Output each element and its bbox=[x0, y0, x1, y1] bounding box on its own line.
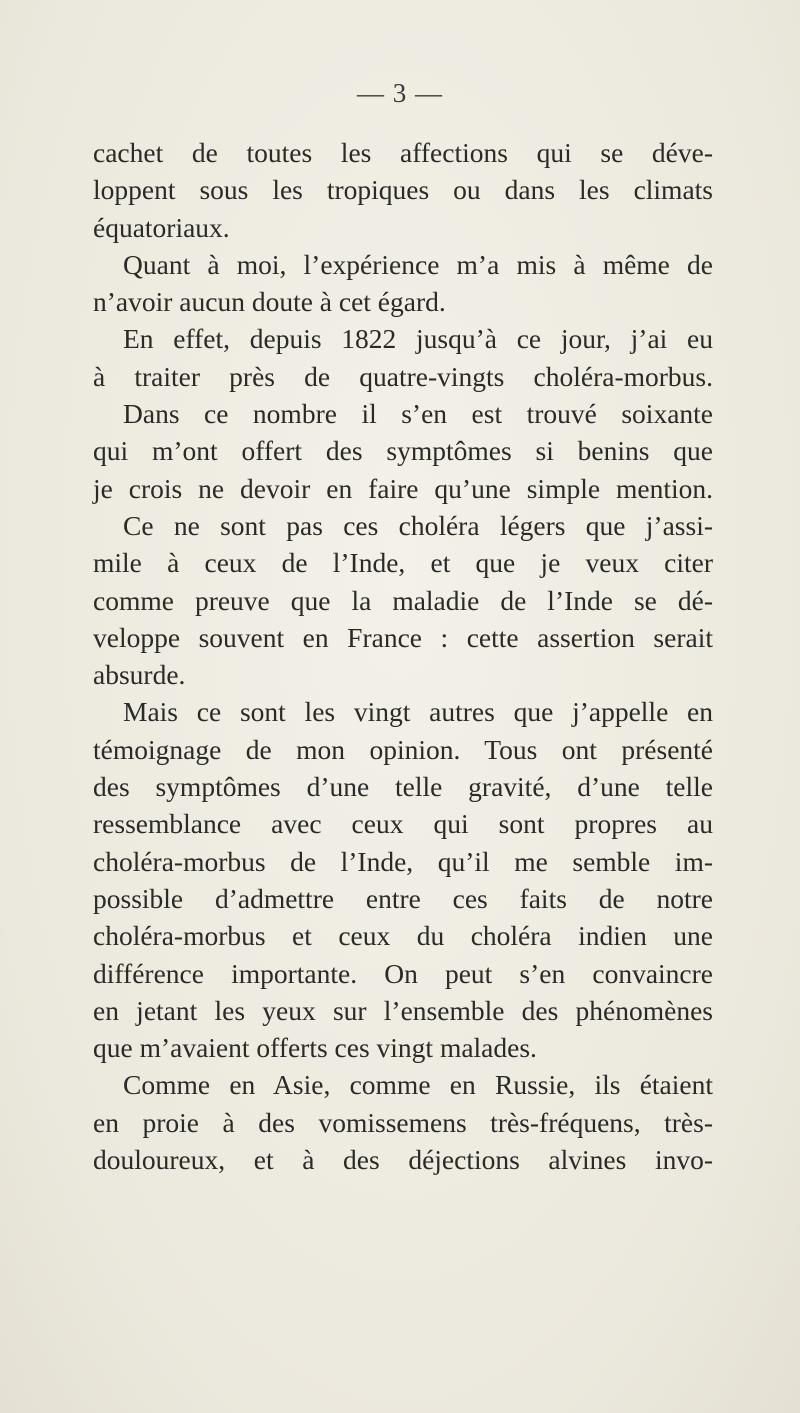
text-line: Ce ne sont pas ces choléra légers que j’assi- bbox=[123, 509, 713, 541]
text-line: loppent sous les tropiques ou dans les climats bbox=[93, 174, 713, 206]
text-line: absurde. bbox=[93, 659, 186, 691]
text-line: témoignage de mon opinion. Tous ont présenté bbox=[93, 733, 713, 765]
text-line: cachet de toutes les affections qui se déve- bbox=[93, 137, 713, 168]
text-line: mile à ceux de l’Inde, et que je veux citer bbox=[93, 547, 713, 579]
text-line: En effet, depuis 1822 jusqu’à ce jour, j’ai eu bbox=[123, 323, 713, 355]
text-line: Comme en Asie, comme en Russie, ils étaient bbox=[123, 1069, 713, 1101]
text-line: choléra-morbus et ceux du choléra indien une bbox=[93, 920, 713, 952]
text-line: en proie à des vomissemens très-fréquens, très- bbox=[93, 1106, 713, 1138]
text-line: Quant à moi, l’expérience m’a mis à même de bbox=[123, 248, 713, 280]
text-line: veloppe souvent en France : cette assertion serait bbox=[93, 621, 713, 653]
text-line: qui m’ont offert des symptômes si benins que bbox=[93, 435, 713, 467]
body-text bbox=[93, 134, 713, 1178]
text-line: Mais ce sont les vingt autres que j’appelle en bbox=[123, 696, 713, 728]
text-line: possible d’admettre entre ces faits de notre bbox=[93, 882, 713, 914]
text-line: des symptômes d’une telle gravité, d’une telle bbox=[93, 771, 713, 803]
text-line: je crois ne devoir en faire qu’une simple mention. bbox=[93, 472, 713, 504]
text-line: à traiter près de quatre-vingts choléra-morbus. bbox=[93, 360, 713, 392]
text-line: comme preuve que la maladie de l’Inde se dé- bbox=[93, 584, 713, 616]
text-line: en jetant les yeux sur l’ensemble des phénomènes bbox=[93, 994, 713, 1026]
text-line: ressemblance avec ceux qui sont propres au bbox=[93, 808, 713, 840]
text-line: douloureux, et à des déjections alvines invo- bbox=[93, 1144, 713, 1176]
text-line: que m’avaient offerts ces vingt malades. bbox=[93, 1032, 537, 1064]
text-line: équatoriaux. bbox=[93, 211, 230, 243]
text-line: Dans ce nombre il s’en est trouvé soixante bbox=[123, 398, 713, 430]
page-number: — 3 — bbox=[357, 78, 443, 108]
text-line: différence importante. On peut s’en convaincre bbox=[93, 957, 713, 989]
text-line: choléra-morbus de l’Inde, qu’il me semble im- bbox=[93, 845, 713, 877]
text-line: n’avoir aucun doute à cet égard. bbox=[93, 286, 446, 318]
